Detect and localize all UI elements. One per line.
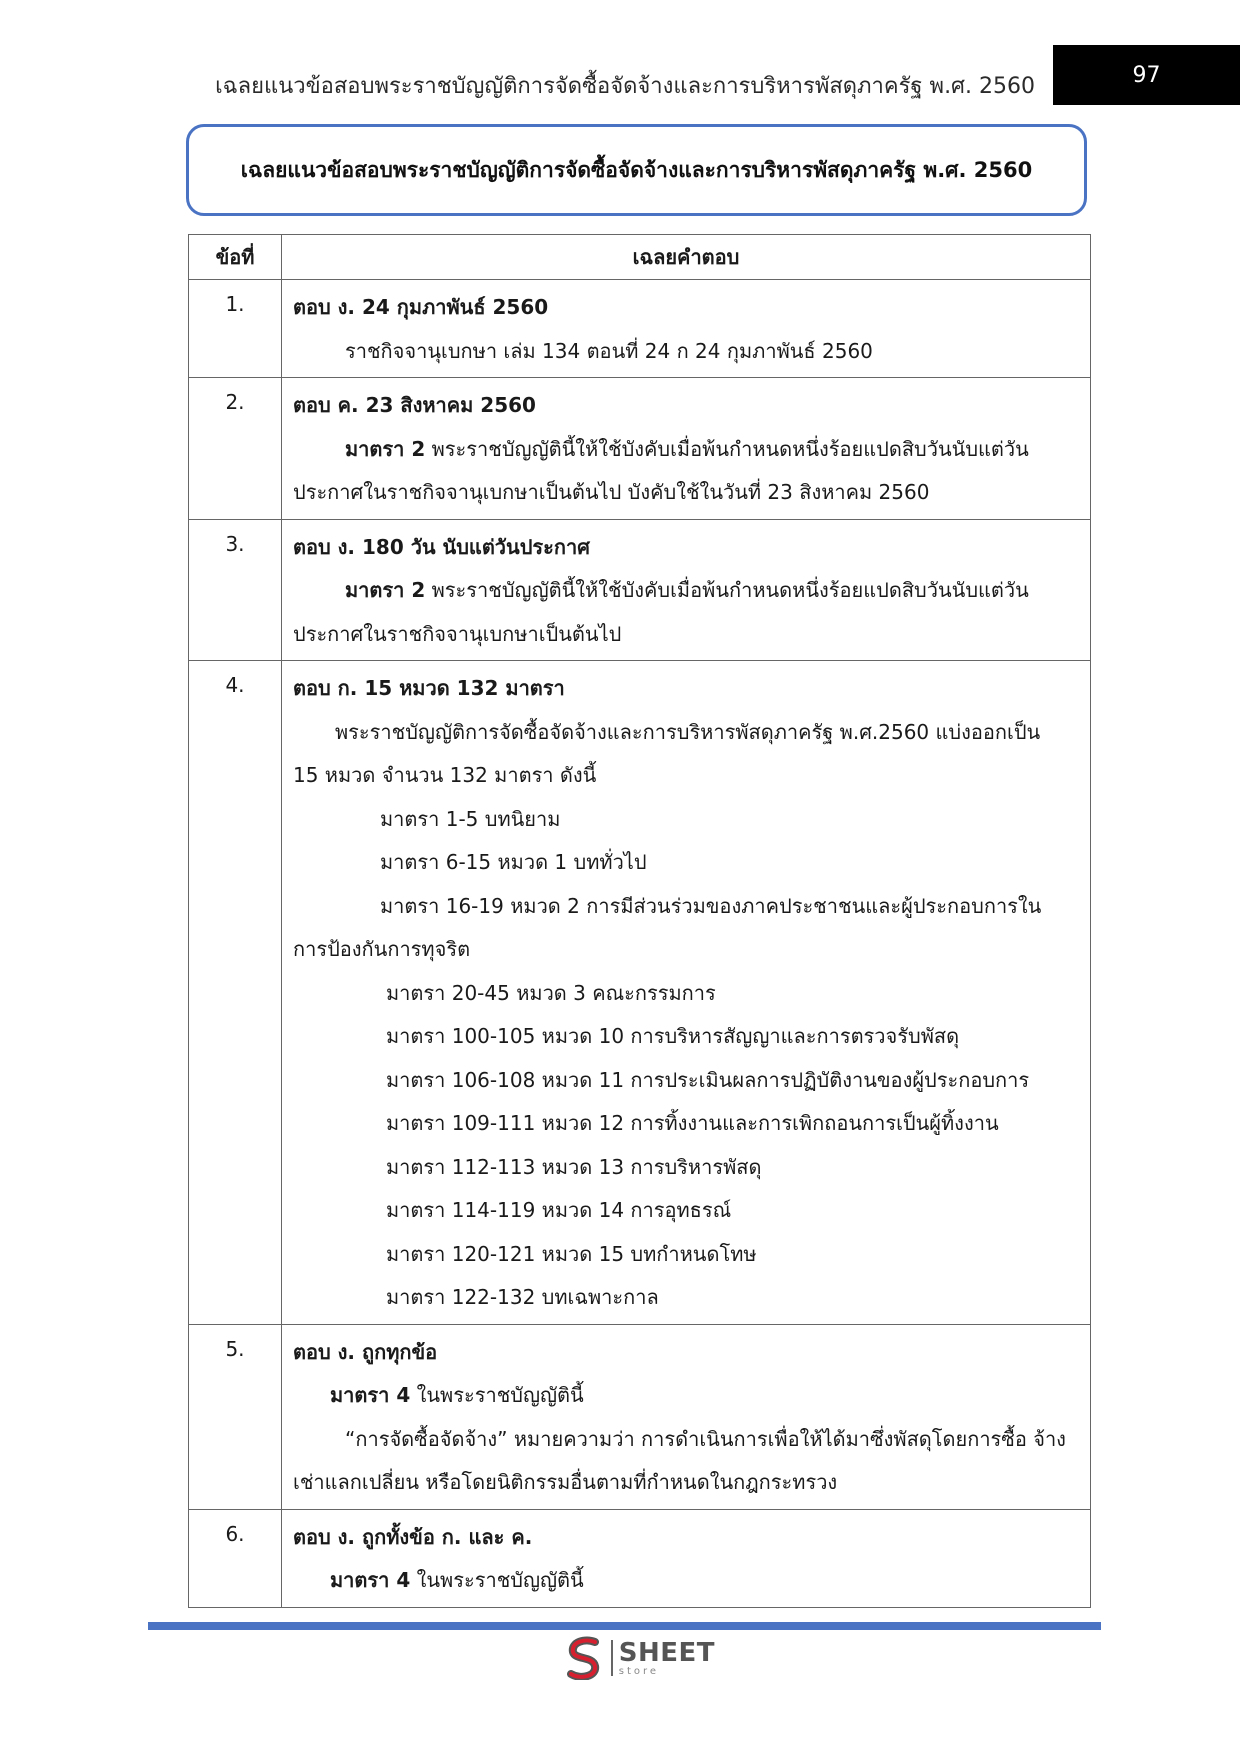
section-label: มาตรา 4 bbox=[330, 1568, 411, 1592]
logo-s-icon bbox=[565, 1636, 605, 1680]
table-row bbox=[189, 280, 1091, 378]
definition-line: “การจัดซื้อจัดจ้าง” หมายความว่า การดำเนินการเพื่อให้ได้มาซึ่งพัสดุโดยการซื้อ จ้าง bbox=[345, 1426, 1066, 1451]
section-label: มาตรา 2 bbox=[345, 436, 426, 461]
explanation-line: ราชกิจจานุเบกษา เล่ม 134 ตอนที่ 24 ก 24 กุมภาพันธ์ 2560 bbox=[345, 338, 873, 363]
row-number: 3. bbox=[189, 519, 282, 661]
explanation-line: ประกาศในราชกิจจานุเบกษาเป็นต้นไป bbox=[293, 621, 622, 646]
answer-line: ตอบ ง. ถูกทั้งข้อ ก. และ ค. bbox=[293, 1524, 533, 1549]
intro-continuation: 15 หมวด จำนวน 132 มาตรา ดังนี้ bbox=[293, 763, 597, 787]
answer-cell bbox=[282, 661, 1091, 1325]
page-number: 97 bbox=[1053, 45, 1240, 105]
header-answer: เฉลยคำตอบ bbox=[282, 235, 1091, 280]
title-box bbox=[186, 124, 1087, 216]
table-row bbox=[189, 661, 1091, 1325]
chapter-item: มาตรา 106-108 หมวด 11 การประเมินผลการปฏิบัติงานของผู้ประกอบการ bbox=[386, 1067, 1030, 1092]
logo-main-text: SHEET bbox=[618, 1637, 715, 1668]
table-row bbox=[189, 1324, 1091, 1509]
chapter-item: มาตรา 1-5 บทนิยาม bbox=[380, 806, 561, 831]
answer-line: ตอบ ค. 23 สิงหาคม 2560 bbox=[293, 393, 536, 417]
answer-table bbox=[188, 234, 1091, 1608]
chapter-item: มาตรา 20-45 หมวด 3 คณะกรรมการ bbox=[386, 980, 716, 1005]
answer-cell bbox=[282, 280, 1091, 378]
definition-continuation: เช่าแลกเปลี่ยน หรือโดยนิติกรรมอื่นตามที่กำหนดในกฎกระทรวง bbox=[293, 1470, 838, 1494]
chapter-item: มาตรา 112-113 หมวด 13 การบริหารพัสดุ bbox=[386, 1154, 762, 1179]
section-label: มาตรา 2 bbox=[345, 578, 426, 602]
section-text: ในพระราชบัญญัตินี้ bbox=[410, 1568, 584, 1592]
intro-line: พระราชบัญญัติการจัดซื้อจัดจ้างและการบริหารพัสดุภาครัฐ พ.ศ.2560 แบ่งออกเป็น bbox=[335, 719, 1041, 744]
explanation-line: ประกาศในราชกิจจานุเบกษาเป็นต้นไป บังคับใช้ในวันที่ 23 สิงหาคม 2560 bbox=[293, 480, 930, 504]
answer-cell bbox=[282, 378, 1091, 520]
chapter-item: มาตรา 114-119 หมวด 14 การอุทธรณ์ bbox=[386, 1198, 732, 1222]
section-text: ในพระราชบัญญัตินี้ bbox=[410, 1383, 584, 1407]
chapter-item: มาตรา 16-19 หมวด 2 การมีส่วนร่วมของภาคประชาชนและผู้ประกอบการใน bbox=[380, 893, 1042, 918]
answer-cell bbox=[282, 1324, 1091, 1509]
logo-text bbox=[618, 1637, 715, 1677]
section-text: พระราชบัญญัตินี้ให้ใช้บังคับเมื่อพ้นกำหนดหนึ่งร้อยแปดสิบวันนับแต่วัน bbox=[425, 436, 1029, 461]
row-number: 6. bbox=[189, 1509, 282, 1607]
table-row bbox=[189, 378, 1091, 520]
section-line bbox=[293, 1374, 1080, 1418]
running-header-title: เฉลยแนวข้อสอบพระราชบัญญัติการจัดซื้อจัดจ้างและการบริหารพัสดุภาครัฐ พ.ศ. 2560 bbox=[215, 74, 1035, 99]
table-header-row bbox=[189, 235, 1091, 280]
section-text: พระราชบัญญัตินี้ให้ใช้บังคับเมื่อพ้นกำหนดหนึ่งร้อยแปดสิบวันนับแต่วัน bbox=[425, 578, 1029, 602]
answer-line: ตอบ ง. ถูกทุกข้อ bbox=[293, 1339, 438, 1364]
answer-line: ตอบ ง. 24 กุมภาพันธ์ 2560 bbox=[293, 295, 549, 319]
chapter-item-continuation: การป้องกันการทุจริต bbox=[293, 937, 471, 961]
answer-cell bbox=[282, 519, 1091, 661]
table-row bbox=[189, 519, 1091, 661]
row-number: 4. bbox=[189, 661, 282, 1325]
answer-line: ตอบ ก. 15 หมวด 132 มาตรา bbox=[293, 676, 565, 700]
section-line bbox=[293, 1559, 1080, 1603]
section-line bbox=[293, 428, 1080, 472]
row-number: 2. bbox=[189, 378, 282, 520]
row-number: 1. bbox=[189, 280, 282, 378]
header-number: ข้อที่ bbox=[189, 235, 282, 280]
answer-cell bbox=[282, 1509, 1091, 1607]
section-label: มาตรา 4 bbox=[330, 1383, 411, 1407]
chapter-item: มาตรา 100-105 หมวด 10 การบริหารสัญญาและการตรวจรับพัสดุ bbox=[386, 1024, 960, 1048]
sheet-store-logo bbox=[565, 1633, 715, 1683]
logo-sub-text: store bbox=[618, 1665, 660, 1677]
title-box-text: เฉลยแนวข้อสอบพระราชบัญญัติการจัดซื้อจัดจ้างและการบริหารพัสดุภาครัฐ พ.ศ. 2560 bbox=[240, 157, 1033, 182]
chapter-item: มาตรา 120-121 หมวด 15 บทกำหนดโทษ bbox=[386, 1241, 757, 1266]
chapter-item: มาตรา 122-132 บทเฉพาะกาล bbox=[386, 1285, 659, 1309]
logo-divider bbox=[611, 1640, 613, 1676]
chapter-item: มาตรา 109-111 หมวด 12 การทิ้งงานและการเพิกถอนการเป็นผู้ทิ้งงาน bbox=[386, 1111, 999, 1135]
table-row bbox=[189, 1509, 1091, 1607]
section-line bbox=[293, 569, 1080, 613]
footer-bar bbox=[148, 1622, 1101, 1630]
row-number: 5. bbox=[189, 1324, 282, 1509]
answer-line: ตอบ ง. 180 วัน นับแต่วันประกาศ bbox=[293, 534, 590, 559]
chapter-item: มาตรา 6-15 หมวด 1 บททั่วไป bbox=[380, 850, 647, 874]
